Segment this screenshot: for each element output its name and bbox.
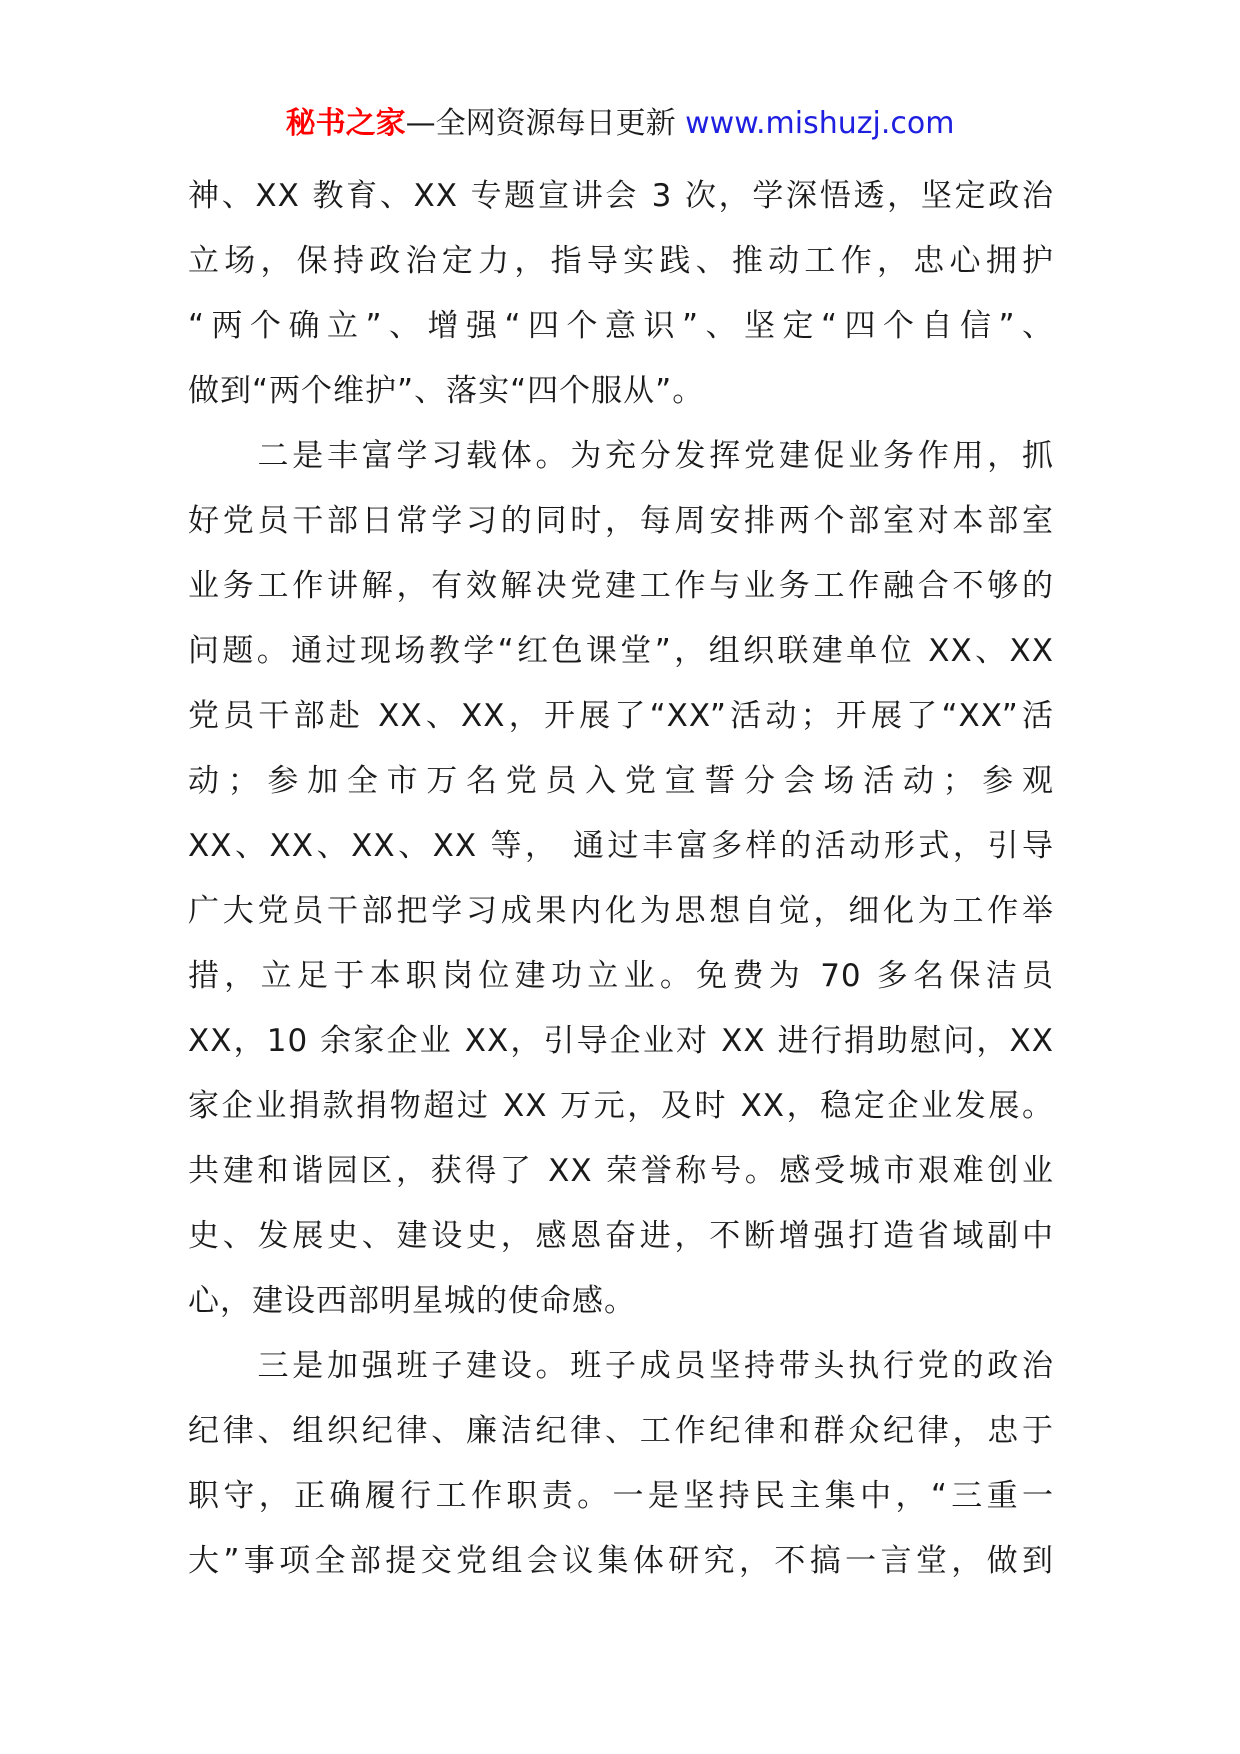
text-line: 大”事项全部提交党组会议集体研究，不搞一言堂，做到	[188, 1543, 1054, 1579]
text-line-paragraph-end: 做到“两个维护”、落实“四个服从”。	[188, 373, 705, 409]
text-line-paragraph-start: 三是加强班子建设。班子成员坚持带头执行党的政治	[188, 1348, 1054, 1384]
text-line: 好党员干部日常学习的同时，每周安排两个部室对本部室	[188, 503, 1054, 539]
text-line-paragraph-end: 心，建设西部明星城的使命感。	[188, 1283, 636, 1319]
text-line: 史、发展史、建设史，感恩奋进，不断增强打造省域副中	[188, 1218, 1054, 1254]
page-header	[0, 104, 1240, 144]
brand-name: 秘书之家	[285, 106, 406, 141]
site-url-link[interactable]: www.mishuzj.com	[685, 106, 955, 141]
text-line: 家企业捐款捐物超过 XX 万元，及时 XX，稳定企业发展。	[188, 1088, 1054, 1124]
text-line: 共建和谐园区，获得了 XX 荣誉称号。感受城市艰难创业	[188, 1153, 1054, 1189]
text-line: “两个确立”、增强“四个意识”、坚定“四个自信”、	[188, 308, 1054, 344]
text-line: 动；参加全市万名党员入党宣誓分会场活动；参观	[188, 763, 1054, 799]
text-line: XX，10 余家企业 XX，引导企业对 XX 进行捐助慰问，XX	[188, 1023, 1054, 1059]
document-body	[188, 164, 1054, 1594]
header-tagline: —全网资源每日更新	[405, 106, 686, 141]
text-line: XX、XX、XX、XX 等， 通过丰富多样的活动形式，引导	[188, 828, 1054, 864]
text-line: 纪律、组织纪律、廉洁纪律、工作纪律和群众纪律，忠于	[188, 1413, 1054, 1449]
text-line-paragraph-start: 二是丰富学习载体。为充分发挥党建促业务作用，抓	[188, 438, 1054, 474]
text-line: 业务工作讲解，有效解决党建工作与业务工作融合不够的	[188, 568, 1054, 604]
text-line: 措，立足于本职岗位建功立业。免费为 70 多名保洁员	[188, 958, 1054, 994]
text-line: 职守，正确履行工作职责。一是坚持民主集中，“三重一	[188, 1478, 1054, 1514]
text-line: 党员干部赴 XX、XX，开展了“XX”活动；开展了“XX”活	[188, 698, 1054, 734]
text-line: 立场，保持政治定力，指导实践、推动工作，忠心拥护	[188, 243, 1054, 279]
text-line: 神、XX 教育、XX 专题宣讲会 3 次，学深悟透，坚定政治	[188, 178, 1054, 214]
text-line: 广大党员干部把学习成果内化为思想自觉，细化为工作举	[188, 893, 1054, 929]
text-line: 问题。通过现场教学“红色课堂”，组织联建单位 XX、XX	[188, 633, 1054, 669]
